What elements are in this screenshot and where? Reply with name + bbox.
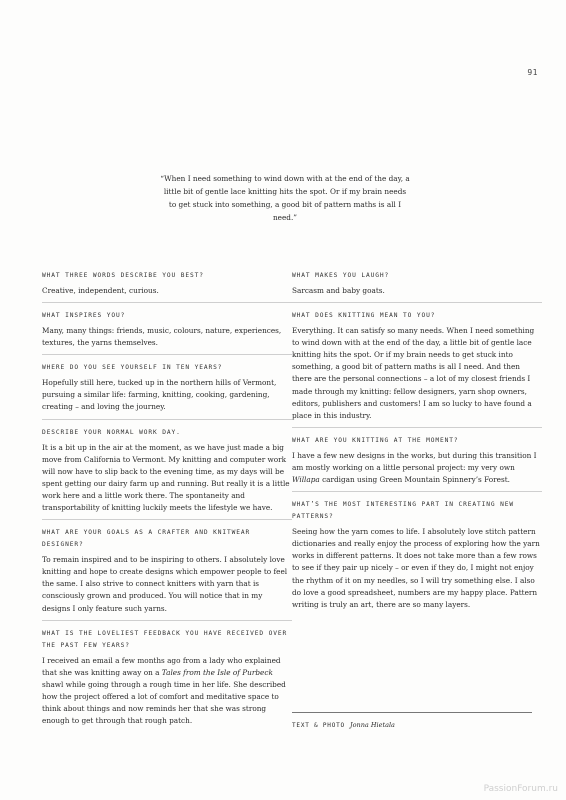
right-column (292, 270, 542, 611)
answer-text: I received an email a few months ago from a lady who explained that she was knitting away on a (42, 655, 281, 677)
question: WHAT ARE YOU KNITTING AT THE MOMENT? (292, 436, 459, 444)
question: WHAT’S THE MOST INTERESTING PART IN CREATING NEW PATTERNS? (292, 501, 515, 521)
question: WHAT IS THE LOVELIEST FEEDBACK YOU HAVE RECEIVED OVER THE PAST FEW YEARS? (42, 629, 288, 649)
pattern-title: Tales from the Isle of Purbeck (161, 667, 273, 677)
pattern-title: Willapa (292, 475, 320, 485)
divider (292, 491, 542, 492)
divider (42, 354, 292, 355)
answer: Many, many things: friends, music, colours, nature, experiences, textures, the yarns themselves. (42, 326, 282, 348)
left-column (42, 270, 292, 727)
question: WHAT MAKES YOU LAUGH? (292, 272, 390, 279)
answer: Creative, independent, curious. (42, 286, 159, 295)
answer: Seeing how the yarn comes to life. I absolutely love stitch pattern dictionaries and really enjoy the process of exploring how the yarn works in different patterns. It does not take more than a few rows to see if they pair up nicely – or even if they do, I might not enjoy the rhythm of it on my needles, so I will try something else. I also do love a good spreadsheet, numbers are my happy place. Pattern writing is truly an art, there are so many layers. (292, 527, 540, 609)
question: WHAT THREE WORDS DESCRIBE YOU BEST? (42, 272, 204, 279)
answer (292, 450, 542, 486)
question: WHERE DO YOU SEE YOURSELF IN TEN YEARS? (42, 364, 223, 372)
answer-text: I have a few new designs in the works, but during this transition I am mostly working on a little personal project: my very own (292, 450, 537, 472)
question: DESCRIBE YOUR NORMAL WORK DAY. (42, 428, 181, 436)
answer (42, 655, 292, 728)
answer: Hopefully still here, tucked up in the northern hills of Vermont, pursuing a similar life: farming, knitting, cooking, gardening, creating – and loving the journey. (42, 378, 277, 412)
answer: To remain inspired and to be inspiring to others. I absolutely love knitting and hope to create designs which empower people to feel the same. I also strive to connect knitters with yarn that is consciously grown and produced. You will notice that in my designs I only feature such yarns. (42, 555, 288, 613)
watermark: PassionForum.ru (483, 784, 558, 794)
answer-text: shawl while going through a rough time in her life. She described how the project offered a lot of comfort and meditative space to think about things and now reminds her that she was strong enough to get through that rough patch. (42, 679, 286, 726)
question: WHAT INSPIRES YOU? (42, 312, 126, 320)
answer: Sarcasm and baby goats. (292, 286, 385, 295)
credit-label: TEXT & PHOTO (292, 722, 345, 729)
divider (42, 419, 292, 420)
page-number: 91 (527, 68, 538, 77)
answer: It is a bit up in the air at the moment, as we have just made a big move from California to Vermont. My knitting and computer work will now have to slip back to the evening time, as my days will be spent getting our dairy farm up and running. But really it is a little work here and a little work there. The spontaneity and transportability of knitting luckily meets the lifestyle we have. (42, 442, 290, 513)
question: WHAT DOES KNITTING MEAN TO YOU? (292, 312, 436, 320)
photo-credit (292, 712, 532, 729)
answer: Everything. It can satisfy so many needs. When I need something to wind down with at the end of the day, a little bit of gentle lace knitting hits the spot. Or if my brain needs to get stuck into something, a good bit of pattern maths is all I need. And then there are the personal connections – a lot of my closest friends I made through my knitting: fellow designers, yarn shop owners, editors, publishers and customers! I am so lucky to have found a place in this industry. (292, 326, 535, 420)
answer-text: cardigan using Green Mountain Spinnery’s Forest. (319, 475, 510, 485)
pull-quote: “When I need something to wind down with at the end of the day, a little bit of gentle lace knitting hits the spot. Or if my brain needs to get stuck into something, a good bit of pattern maths is all I need.” (160, 174, 410, 222)
divider (292, 302, 542, 303)
credit-name: Jonna Hietala (350, 721, 395, 729)
divider (42, 519, 292, 520)
divider (42, 302, 292, 303)
divider (42, 620, 292, 621)
divider (292, 427, 542, 428)
question: WHAT ARE YOUR GOALS AS A CRAFTER AND KNITWEAR DESIGNER? (42, 529, 251, 549)
